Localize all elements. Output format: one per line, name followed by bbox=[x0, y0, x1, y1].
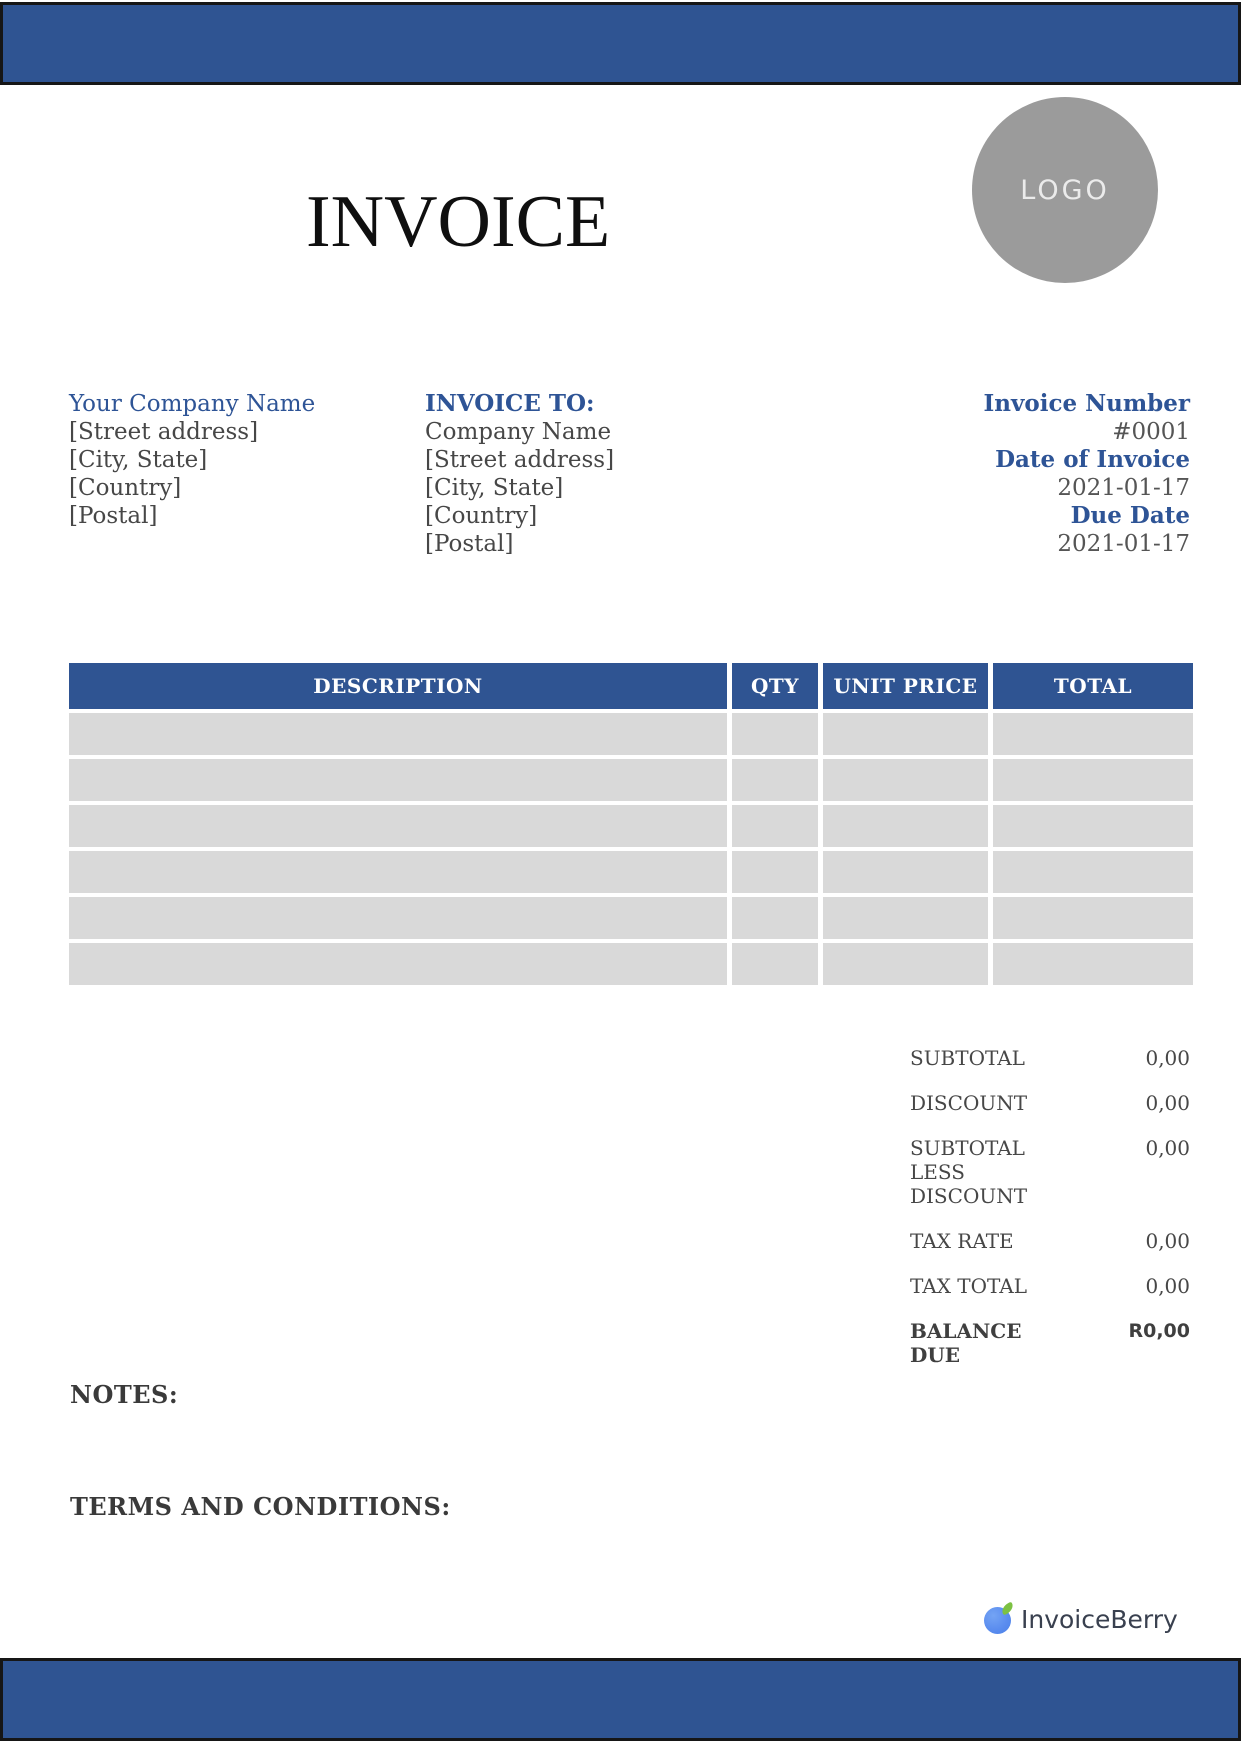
invoiceberry-brand-name: InvoiceBerry bbox=[1021, 1604, 1178, 1634]
tax-rate-value: 0,00 bbox=[1145, 1229, 1190, 1253]
table-cell bbox=[732, 851, 818, 893]
tax-total-value: 0,00 bbox=[1145, 1274, 1190, 1298]
table-cell bbox=[823, 897, 988, 939]
company-country: [Country] bbox=[69, 475, 182, 501]
invoiceberry-branding bbox=[984, 1602, 1178, 1636]
table-cell bbox=[732, 759, 818, 801]
table-cell bbox=[69, 759, 727, 801]
client-street: [Street address] bbox=[425, 447, 615, 473]
col-header-unit-price: UNIT PRICE bbox=[823, 663, 988, 709]
client-city-state: [City, State] bbox=[425, 475, 564, 501]
top-banner-bar bbox=[0, 2, 1241, 85]
client-company-name: Company Name bbox=[425, 419, 612, 445]
table-cell bbox=[69, 943, 727, 985]
invoice-date-value: 2021-01-17 bbox=[1057, 475, 1190, 501]
table-cell bbox=[993, 805, 1193, 847]
table-cell bbox=[823, 851, 988, 893]
invoice-to-heading: INVOICE TO: bbox=[425, 390, 595, 417]
company-postal: [Postal] bbox=[69, 503, 158, 529]
col-header-total: TOTAL bbox=[993, 663, 1193, 709]
table-cell bbox=[993, 897, 1193, 939]
company-city-state: [City, State] bbox=[69, 447, 208, 473]
terms-label: TERMS AND CONDITIONS: bbox=[70, 1492, 451, 1521]
invoiceberry-berry-icon bbox=[984, 1605, 1012, 1633]
invoice-to-block bbox=[425, 390, 614, 558]
discount-value: 0,00 bbox=[1145, 1091, 1190, 1115]
balance-due-label: BALANCE DUE bbox=[910, 1319, 1022, 1367]
invoice-date-label: Date of Invoice bbox=[995, 446, 1190, 473]
items-table bbox=[69, 663, 1193, 985]
subtotal-label: SUBTOTAL bbox=[910, 1046, 1025, 1070]
discount-row bbox=[910, 1091, 1190, 1115]
table-cell bbox=[993, 759, 1193, 801]
notes-label: NOTES: bbox=[70, 1380, 179, 1409]
table-cell bbox=[823, 759, 988, 801]
table-cell bbox=[732, 713, 818, 755]
company-from-block bbox=[69, 390, 315, 530]
due-date-value: 2021-01-17 bbox=[1057, 531, 1190, 557]
logo-placeholder-text: LOGO bbox=[1020, 174, 1110, 206]
invoice-meta-block bbox=[984, 390, 1190, 558]
table-cell bbox=[69, 897, 727, 939]
table-cell bbox=[69, 851, 727, 893]
client-postal: [Postal] bbox=[425, 531, 514, 557]
tax-rate-row bbox=[910, 1229, 1190, 1253]
logo-placeholder bbox=[972, 97, 1158, 283]
tax-rate-label: TAX RATE bbox=[910, 1229, 1014, 1253]
table-cell bbox=[823, 805, 988, 847]
due-date-label: Due Date bbox=[1070, 502, 1190, 529]
company-street: [Street address] bbox=[69, 419, 259, 445]
invoice-number-value: #0001 bbox=[1112, 419, 1190, 445]
balance-due-value: R0,00 bbox=[1128, 1320, 1190, 1342]
discount-label: DISCOUNT bbox=[910, 1091, 1028, 1115]
subtotal-less-discount-label: SUBTOTAL LESS DISCOUNT bbox=[910, 1136, 1028, 1208]
table-cell bbox=[732, 943, 818, 985]
subtotal-less-discount-row bbox=[910, 1136, 1190, 1208]
table-cell bbox=[69, 805, 727, 847]
table-cell bbox=[732, 897, 818, 939]
client-country: [Country] bbox=[425, 503, 538, 529]
tax-total-row bbox=[910, 1274, 1190, 1298]
balance-due-row bbox=[910, 1319, 1190, 1367]
subtotal-row bbox=[910, 1046, 1190, 1070]
table-cell bbox=[993, 943, 1193, 985]
tax-total-label: TAX TOTAL bbox=[910, 1274, 1027, 1298]
table-cell bbox=[823, 713, 988, 755]
col-header-description: DESCRIPTION bbox=[69, 663, 727, 709]
invoice-number-label: Invoice Number bbox=[983, 390, 1190, 417]
table-cell bbox=[993, 851, 1193, 893]
bottom-banner-bar bbox=[0, 1658, 1241, 1741]
page-title: INVOICE bbox=[306, 181, 611, 263]
col-header-qty: QTY bbox=[732, 663, 818, 709]
table-cell bbox=[823, 943, 988, 985]
subtotal-less-discount-value: 0,00 bbox=[1145, 1136, 1190, 1160]
company-name: Your Company Name bbox=[69, 391, 316, 417]
table-cell bbox=[732, 805, 818, 847]
table-cell bbox=[69, 713, 727, 755]
totals-block bbox=[910, 1046, 1190, 1388]
subtotal-value: 0,00 bbox=[1145, 1046, 1190, 1070]
table-cell bbox=[993, 713, 1193, 755]
